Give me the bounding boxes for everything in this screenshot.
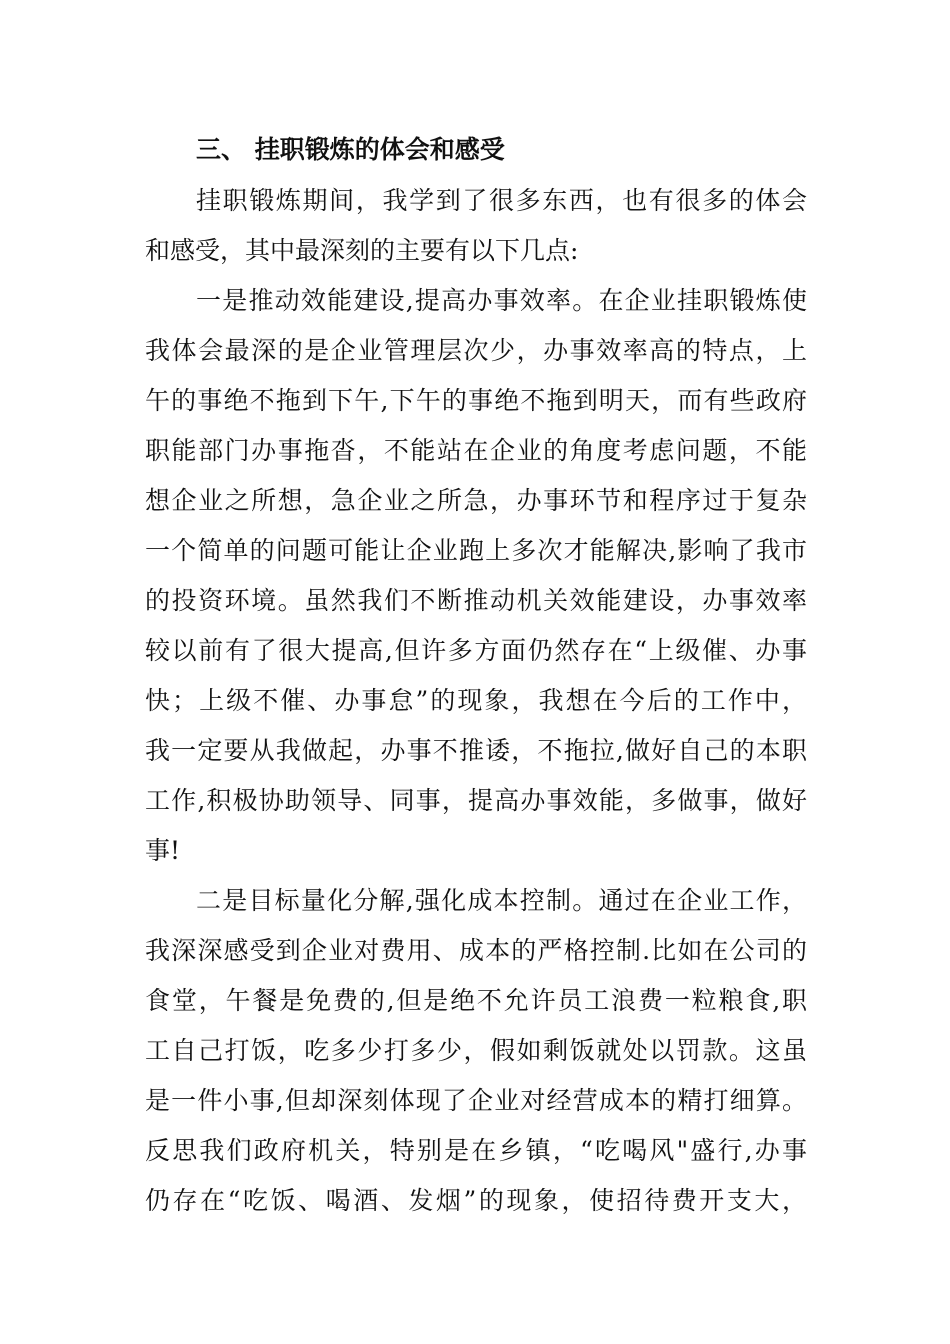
text-line-1: 挂职锻炼期间，我学到了很多东西，也有很多的体会: [196, 186, 807, 215]
body-text: [145, 176, 807, 1226]
text-line-17: 食堂，午餐是免费的,但是绝不允许员工浪费一粒粮食,职: [145, 986, 807, 1015]
text-line-3: 一是推动效能建设,提高办事效率。在企业挂职锻炼使: [196, 286, 807, 315]
section-heading: 三、 挂职锻炼的体会和感受: [196, 135, 505, 164]
text-line-7: 想企业之所想，急企业之所急，办事环节和程序过于复杂: [145, 486, 807, 515]
text-line-21: 仍存在“吃饭、喝酒、发烟”的现象，使招待费开支大，: [145, 1186, 807, 1215]
text-line-9: 的投资环境。虽然我们不断推动机关效能建设，办事效率: [145, 586, 807, 615]
text-line-18: 工自己打饭，吃多少打多少，假如剩饭就处以罚款。这虽: [145, 1036, 807, 1065]
text-line-15: 二是目标量化分解,强化成本控制。通过在企业工作，: [196, 886, 807, 915]
text-line-2: 和感受，其中最深刻的主要有以下几点:: [145, 236, 579, 265]
text-line-16: 我深深感受到企业对费用、成本的严格控制.比如在公司的: [145, 936, 807, 965]
text-line-4: 我体会最深的是企业管理层次少，办事效率高的特点，上: [145, 336, 807, 365]
text-line-20: 反思我们政府机关，特别是在乡镇，“吃喝风"盛行,办事: [145, 1136, 807, 1165]
text-line-14: 事!: [145, 836, 181, 865]
text-line-8: 一个简单的问题可能让企业跑上多次才能解决,影响了我市: [145, 536, 807, 565]
text-line-5: 午的事绝不拖到下午,下午的事绝不拖到明天，而有些政府: [145, 386, 807, 415]
text-line-13: 工作,积极协助领导、同事，提高办事效能，多做事，做好: [145, 786, 807, 815]
text-line-12: 我一定要从我做起，办事不推诿，不拖拉,做好自己的本职: [145, 736, 807, 765]
text-line-6: 职能部门办事拖沓，不能站在企业的角度考虑问题，不能: [145, 436, 807, 465]
text-line-19: 是一件小事,但却深刻体现了企业对经营成本的精打细算。: [145, 1086, 807, 1115]
text-line-10: 较以前有了很大提高,但许多方面仍然存在“上级催、办事: [145, 636, 807, 665]
text-line-11: 快；上级不催、办事怠”的现象，我想在今后的工作中，: [145, 686, 807, 715]
